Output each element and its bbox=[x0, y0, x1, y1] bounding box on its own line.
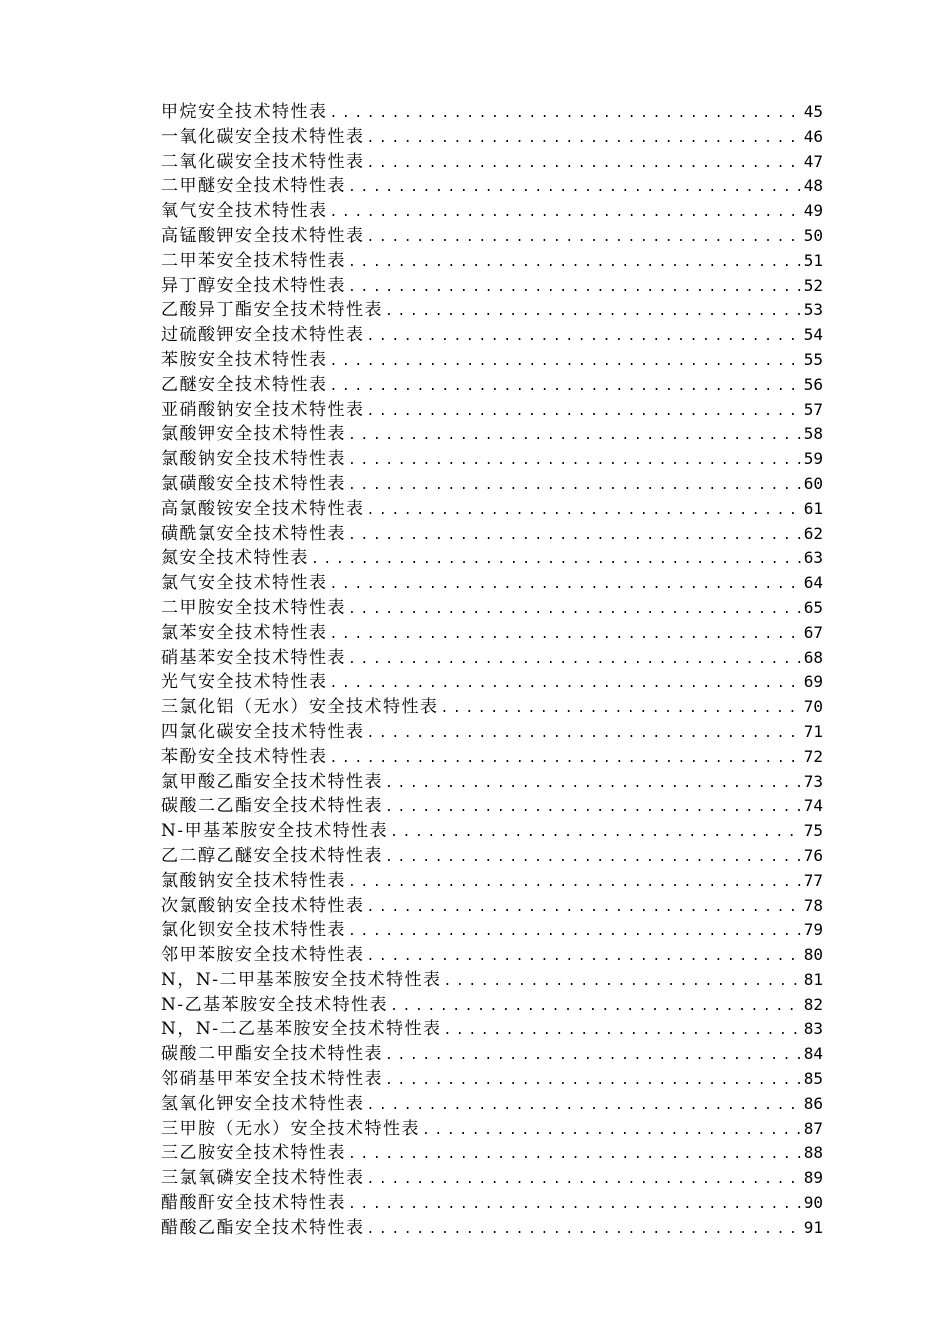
toc-entry[interactable] bbox=[161, 348, 823, 373]
toc-entry[interactable] bbox=[161, 398, 823, 423]
toc-dot-leader bbox=[328, 573, 802, 596]
toc-entry-title: 氯酸钠安全技术特性表 bbox=[161, 449, 346, 470]
toc-entry[interactable] bbox=[161, 894, 823, 919]
toc-entry-page-number: 49 bbox=[803, 201, 823, 221]
toc-dot-leader bbox=[365, 152, 802, 175]
toc-entry[interactable] bbox=[161, 1042, 823, 1067]
toc-entry[interactable] bbox=[161, 1092, 823, 1117]
toc-entry-page-number: 85 bbox=[803, 1069, 823, 1089]
toc-entry-page-number: 58 bbox=[803, 424, 823, 444]
toc-entry[interactable] bbox=[161, 770, 823, 795]
toc-entry-title: 氢氧化钾安全技术特性表 bbox=[161, 1093, 365, 1114]
toc-entry-title: 氯酸钾安全技术特性表 bbox=[161, 424, 346, 445]
toc-dot-leader bbox=[420, 1119, 802, 1142]
toc-entry-page-number: 61 bbox=[803, 498, 823, 518]
toc-entry[interactable] bbox=[161, 670, 823, 695]
toc-dot-leader bbox=[346, 1143, 802, 1166]
toc-entry[interactable] bbox=[161, 571, 823, 596]
toc-entry[interactable] bbox=[161, 1216, 823, 1241]
toc-entry-page-number: 54 bbox=[803, 325, 823, 345]
toc-dot-leader bbox=[383, 1069, 802, 1092]
toc-dot-leader bbox=[346, 251, 802, 274]
toc-dot-leader bbox=[365, 400, 802, 423]
toc-dot-leader bbox=[388, 995, 802, 1018]
toc-dot-leader bbox=[328, 672, 802, 695]
toc-entry[interactable] bbox=[161, 819, 823, 844]
toc-entry[interactable] bbox=[161, 993, 823, 1018]
toc-entry[interactable] bbox=[161, 522, 823, 547]
toc-dot-leader bbox=[346, 871, 802, 894]
toc-entry-page-number: 47 bbox=[803, 151, 823, 171]
toc-entry-page-number: 79 bbox=[803, 920, 823, 940]
toc-entry[interactable] bbox=[161, 1017, 823, 1042]
toc-dot-leader bbox=[328, 201, 802, 224]
toc-entry[interactable] bbox=[161, 150, 823, 175]
toc-entry[interactable] bbox=[161, 1141, 823, 1166]
toc-dot-leader bbox=[365, 722, 802, 745]
toc-entry-title: N，N-二甲基苯胺安全技术特性表 bbox=[161, 969, 442, 990]
toc-entry-page-number: 73 bbox=[803, 771, 823, 791]
toc-entry[interactable] bbox=[161, 125, 823, 150]
toc-entry-page-number: 70 bbox=[803, 697, 823, 717]
toc-entry-title: 一氧化碳安全技术特性表 bbox=[161, 126, 365, 147]
toc-dot-leader bbox=[346, 276, 802, 299]
toc-dot-leader bbox=[346, 424, 802, 447]
toc-entry-page-number: 74 bbox=[803, 796, 823, 816]
toc-entry-page-number: 52 bbox=[803, 275, 823, 295]
toc-dot-leader bbox=[442, 1019, 802, 1042]
toc-entry-page-number: 80 bbox=[803, 945, 823, 965]
toc-entry-title: 二甲醚安全技术特性表 bbox=[161, 176, 346, 197]
toc-entry[interactable] bbox=[161, 1067, 823, 1092]
toc-entry[interactable] bbox=[161, 497, 823, 522]
toc-entry-page-number: 87 bbox=[803, 1118, 823, 1138]
toc-entry-title: 亚硝酸钠安全技术特性表 bbox=[161, 399, 365, 420]
toc-entry-title: N-甲基苯胺安全技术特性表 bbox=[161, 821, 389, 842]
toc-entry[interactable] bbox=[161, 943, 823, 968]
toc-entry-title: 氯酸钠安全技术特性表 bbox=[161, 870, 346, 891]
toc-entry-page-number: 89 bbox=[803, 1168, 823, 1188]
toc-entry-page-number: 77 bbox=[803, 870, 823, 890]
toc-dot-leader bbox=[365, 226, 802, 249]
toc-entry-page-number: 84 bbox=[803, 1044, 823, 1064]
toc-dot-leader bbox=[442, 970, 802, 993]
toc-entry-page-number: 57 bbox=[803, 399, 823, 419]
toc-entry[interactable] bbox=[161, 794, 823, 819]
toc-entry-page-number: 56 bbox=[803, 374, 823, 394]
toc-dot-leader bbox=[365, 945, 802, 968]
toc-dot-leader bbox=[383, 846, 802, 869]
toc-entry[interactable] bbox=[161, 224, 823, 249]
toc-entry-title: 碳酸二甲酯安全技术特性表 bbox=[161, 1044, 383, 1065]
toc-entry-title: 高氯酸铵安全技术特性表 bbox=[161, 498, 365, 519]
toc-dot-leader bbox=[328, 623, 802, 646]
toc-entry-title: 四氯化碳安全技术特性表 bbox=[161, 721, 365, 742]
toc-entry-title: 硝基苯安全技术特性表 bbox=[161, 647, 346, 668]
toc-dot-leader bbox=[346, 474, 802, 497]
toc-entry-title: 高锰酸钾安全技术特性表 bbox=[161, 225, 365, 246]
toc-entry-title: 乙醚安全技术特性表 bbox=[161, 374, 328, 395]
toc-entry-page-number: 62 bbox=[803, 523, 823, 543]
toc-entry[interactable] bbox=[161, 323, 823, 348]
toc-entry-title: 过硫酸钾安全技术特性表 bbox=[161, 325, 365, 346]
toc-entry[interactable] bbox=[161, 472, 823, 497]
toc-entry-title: 二甲苯安全技术特性表 bbox=[161, 250, 346, 271]
toc-dot-leader bbox=[346, 920, 802, 943]
toc-entry-page-number: 76 bbox=[803, 845, 823, 865]
toc-entry[interactable] bbox=[161, 621, 823, 646]
toc-entry-page-number: 88 bbox=[803, 1143, 823, 1163]
toc-entry-page-number: 45 bbox=[803, 102, 823, 121]
toc-entry-page-number: 55 bbox=[803, 349, 823, 369]
toc-entry[interactable] bbox=[161, 199, 823, 224]
toc-dot-leader bbox=[346, 449, 802, 472]
toc-entry-page-number: 90 bbox=[803, 1193, 823, 1213]
toc-entry-title: 三甲胺（无水）安全技术特性表 bbox=[161, 1118, 420, 1139]
toc-dot-leader bbox=[346, 524, 802, 547]
toc-entry[interactable] bbox=[161, 646, 823, 671]
toc-entry-title: 三乙胺安全技术特性表 bbox=[161, 1143, 346, 1164]
toc-entry-title: 氯气安全技术特性表 bbox=[161, 573, 328, 594]
toc-entry[interactable] bbox=[161, 422, 823, 447]
toc-entry[interactable] bbox=[161, 546, 823, 571]
toc-entry-title: 氯化钡安全技术特性表 bbox=[161, 920, 346, 941]
toc-entry[interactable] bbox=[161, 274, 823, 299]
toc-dot-leader bbox=[388, 821, 802, 844]
toc-dot-leader bbox=[328, 102, 802, 125]
toc-entry-page-number: 48 bbox=[803, 176, 823, 196]
toc-entry-title: 醋酸乙酯安全技术特性表 bbox=[161, 1217, 365, 1238]
toc-dot-leader bbox=[365, 896, 802, 919]
toc-entry[interactable] bbox=[161, 100, 823, 125]
toc-entry[interactable] bbox=[161, 844, 823, 869]
toc-entry[interactable] bbox=[161, 745, 823, 770]
toc-entry-title: 二氧化碳安全技术特性表 bbox=[161, 151, 365, 172]
table-of-contents bbox=[161, 100, 823, 1241]
toc-entry-title: N-乙基苯胺安全技术特性表 bbox=[161, 994, 389, 1015]
toc-dot-leader bbox=[365, 325, 802, 348]
toc-entry-page-number: 69 bbox=[803, 672, 823, 692]
toc-entry-page-number: 71 bbox=[803, 721, 823, 741]
toc-dot-leader bbox=[383, 300, 802, 323]
toc-entry[interactable] bbox=[161, 298, 823, 323]
toc-dot-leader bbox=[309, 548, 802, 571]
toc-entry-title: 氯苯安全技术特性表 bbox=[161, 622, 328, 643]
toc-entry-title: 邻甲苯胺安全技术特性表 bbox=[161, 945, 365, 966]
toc-entry[interactable] bbox=[161, 596, 823, 621]
toc-entry-page-number: 64 bbox=[803, 573, 823, 593]
toc-entry[interactable] bbox=[161, 1117, 823, 1142]
toc-entry-page-number: 86 bbox=[803, 1093, 823, 1113]
toc-entry[interactable] bbox=[161, 918, 823, 943]
toc-dot-leader bbox=[346, 648, 802, 671]
toc-entry-title: N，N-二乙基苯胺安全技术特性表 bbox=[161, 1019, 442, 1040]
toc-dot-leader bbox=[365, 1094, 802, 1117]
toc-entry[interactable] bbox=[161, 720, 823, 745]
toc-entry-page-number: 83 bbox=[803, 1019, 823, 1039]
toc-entry-title: 碳酸二乙酯安全技术特性表 bbox=[161, 796, 383, 817]
toc-dot-leader bbox=[328, 747, 802, 770]
toc-entry[interactable] bbox=[161, 373, 823, 398]
toc-entry-title: 三氯氧磷安全技术特性表 bbox=[161, 1168, 365, 1189]
toc-entry-title: 二甲胺安全技术特性表 bbox=[161, 597, 346, 618]
toc-entry-title: 氧气安全技术特性表 bbox=[161, 201, 328, 222]
toc-dot-leader bbox=[346, 598, 802, 621]
toc-entry-title: 异丁醇安全技术特性表 bbox=[161, 275, 346, 296]
toc-entry-page-number: 46 bbox=[803, 126, 823, 146]
toc-entry-page-number: 81 bbox=[803, 969, 823, 989]
toc-entry-page-number: 53 bbox=[803, 300, 823, 320]
toc-entry[interactable] bbox=[161, 174, 823, 199]
toc-entry-title: 氯甲酸乙酯安全技术特性表 bbox=[161, 771, 383, 792]
toc-entry[interactable] bbox=[161, 869, 823, 894]
toc-entry-title: 三氯化铝（无水）安全技术特性表 bbox=[161, 697, 439, 718]
toc-dot-leader bbox=[383, 1044, 802, 1067]
toc-entry-title: 邻硝基甲苯安全技术特性表 bbox=[161, 1069, 383, 1090]
toc-dot-leader bbox=[365, 1168, 802, 1191]
toc-entry-page-number: 59 bbox=[803, 449, 823, 469]
toc-entry[interactable] bbox=[161, 447, 823, 472]
toc-dot-leader bbox=[365, 127, 802, 150]
toc-dot-leader bbox=[346, 1193, 802, 1216]
toc-entry-title: 醋酸酐安全技术特性表 bbox=[161, 1193, 346, 1214]
toc-entry-page-number: 51 bbox=[803, 250, 823, 270]
toc-entry-page-number: 63 bbox=[803, 548, 823, 568]
toc-dot-leader bbox=[346, 176, 802, 199]
toc-entry-title: 乙酸异丁酯安全技术特性表 bbox=[161, 300, 383, 321]
toc-entry-page-number: 60 bbox=[803, 473, 823, 493]
toc-entry-page-number: 78 bbox=[803, 895, 823, 915]
toc-entry-page-number: 65 bbox=[803, 597, 823, 617]
toc-entry-page-number: 68 bbox=[803, 647, 823, 667]
toc-dot-leader bbox=[383, 796, 802, 819]
toc-entry[interactable] bbox=[161, 1191, 823, 1216]
toc-entry-title: 甲烷安全技术特性表 bbox=[161, 102, 328, 122]
toc-entry-title: 光气安全技术特性表 bbox=[161, 672, 328, 693]
toc-entry-page-number: 82 bbox=[803, 994, 823, 1014]
toc-entry[interactable] bbox=[161, 1166, 823, 1191]
toc-entry-title: 氯磺酸安全技术特性表 bbox=[161, 473, 346, 494]
toc-entry[interactable] bbox=[161, 695, 823, 720]
toc-dot-leader bbox=[365, 1218, 802, 1241]
toc-dot-leader bbox=[439, 697, 802, 720]
toc-dot-leader bbox=[328, 350, 802, 373]
toc-dot-leader bbox=[365, 499, 802, 522]
toc-entry-title: 氮安全技术特性表 bbox=[161, 548, 309, 569]
toc-entry[interactable] bbox=[161, 968, 823, 993]
toc-entry[interactable] bbox=[161, 249, 823, 274]
toc-entry-title: 苯酚安全技术特性表 bbox=[161, 746, 328, 767]
toc-entry-page-number: 91 bbox=[803, 1217, 823, 1237]
toc-entry-title: 次氯酸钠安全技术特性表 bbox=[161, 895, 365, 916]
toc-entry-page-number: 72 bbox=[803, 746, 823, 766]
toc-dot-leader bbox=[383, 772, 802, 795]
toc-entry-page-number: 75 bbox=[803, 821, 823, 841]
toc-dot-leader bbox=[328, 375, 802, 398]
toc-entry-page-number: 50 bbox=[803, 225, 823, 245]
toc-entry-title: 磺酰氯安全技术特性表 bbox=[161, 523, 346, 544]
toc-entry-title: 苯胺安全技术特性表 bbox=[161, 349, 328, 370]
toc-entry-page-number: 67 bbox=[803, 622, 823, 642]
toc-entry-title: 乙二醇乙醚安全技术特性表 bbox=[161, 845, 383, 866]
